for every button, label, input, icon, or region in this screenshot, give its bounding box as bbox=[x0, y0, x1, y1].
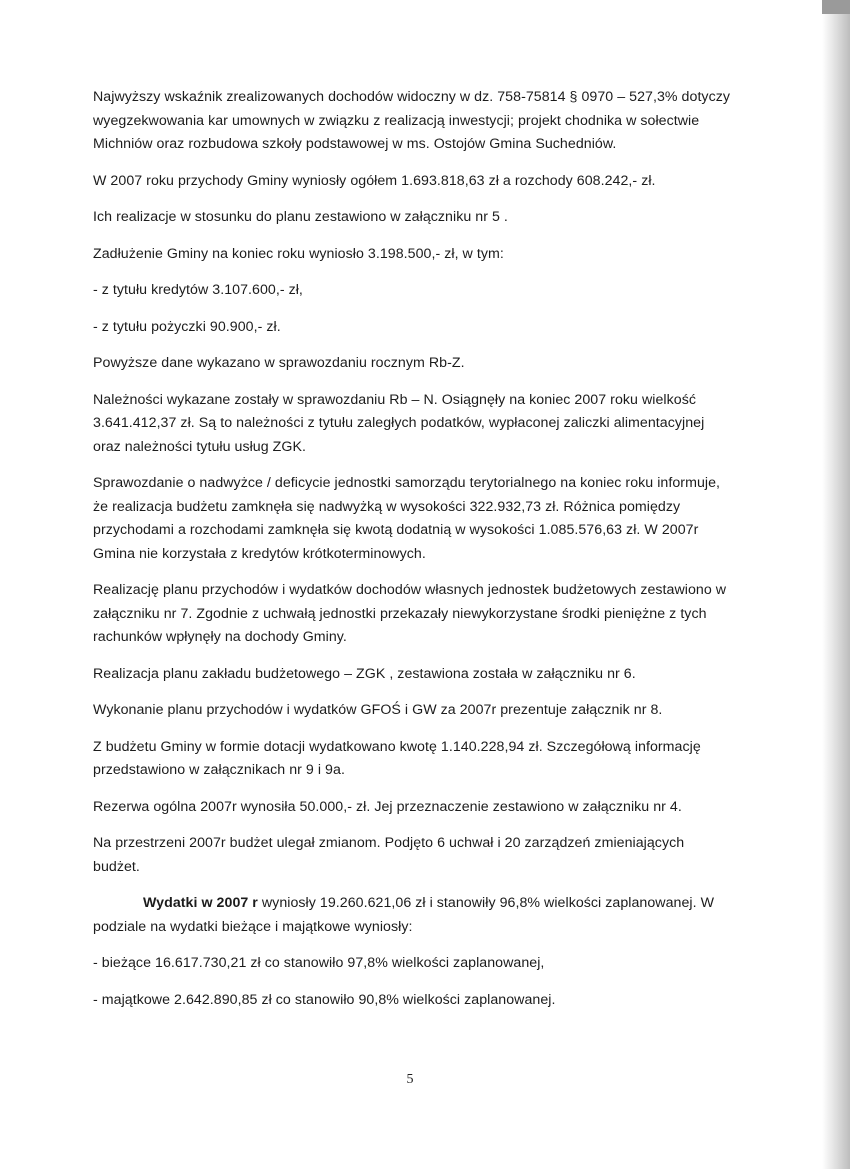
paragraph-zgk: Realizacja planu zakładu budżetowego – ZGK , zestawiona została w załączniku nr 6. bbox=[93, 665, 636, 682]
paragraph-revenues-expenditures: W 2007 roku przychody Gminy wyniosły ogółem 1.693.818,63 zł a rozchody 608.242,- zł. bbox=[93, 172, 656, 189]
scan-shadow-edge bbox=[822, 0, 850, 1169]
paragraph-receivables: Należności wykazane zostały w sprawozdaniu Rb – N. Osiągnęły na koniec 2007 roku wielkość 3.641.412,37 zł. Są to należności z tytułu zaległych podatków, wypłaconej zaliczki alimentacyjnej oraz należności tytułu usług ZGK. bbox=[93, 391, 705, 455]
bullet-capital-expenses: - majątkowe 2.642.890,85 zł co stanowiło 90,8% wielkości zaplanowanej. bbox=[93, 991, 556, 1008]
expenses-heading: Wydatki w 2007 r bbox=[143, 895, 258, 911]
paragraph-highest-indicator: Najwyższy wskaźnik zrealizowanych dochodów widoczny w dz. 758-75814 § 0970 – 527,3% dotyczy wyegzekwowania kar umownych w związku z realizacją inwestycji; projekt chodnika w sołectwie Michniów oraz rozbudowa szkoły podstawowej w ms. Ostojów Gmina Suchedniów. bbox=[93, 89, 731, 152]
paragraph-grants: Z budżetu Gminy w formie dotacji wydatkowano kwotę 1.140.228,94 zł. Szczegółową informację przedstawiono w załącznikach nr 9 i 9a. bbox=[93, 738, 701, 778]
paragraph-gfos: Wykonanie planu przychodów i wydatków GFOŚ i GW za 2007r prezentuje załącznik nr 8. bbox=[93, 702, 663, 718]
paragraph-own-revenues: Realizację planu przychodów i wydatków dochodów własnych jednostek budżetowych zestawiono w załączniku nr 7. Zgodnie z uchwałą jednostki przekazały niewykorzystane środki pieniężne z tych rachunków wpłynęły na dochody Gminy. bbox=[93, 582, 727, 645]
paragraph-surplus-deficit: Sprawozdanie o nadwyżce / deficycie jednostki samorządu terytorialnego na koniec roku informuje, że realizacja budżetu zamknęła się nadwyżką w wysokości 322.932,73 zł. Różnica pomiędzy przychodami a rozchodami zamknęła się kwotą dodatnią w wysokości 1.085.576,63 zł. W 2007r Gmina nie korzystała z kredytów krótkoterminowych. bbox=[93, 475, 721, 562]
paragraph-debt-loans: - z tytułu pożyczki 90.900,- zł. bbox=[93, 318, 281, 335]
paragraph-expenses bbox=[93, 892, 733, 939]
page-number: 5 bbox=[406, 1072, 414, 1087]
paragraph-debt: Zadłużenie Gminy na koniec roku wyniosło 3.198.500,- zł, w tym: bbox=[93, 245, 504, 262]
expenses-text: wyniosły 19.260.621,06 zł i stanowiły 96,8% wielkości zaplanowanej. W podziale na wydatki bieżące i majątkowe wyniosły: bbox=[93, 895, 715, 935]
scan-shadow-corner bbox=[822, 0, 850, 14]
paragraph-budget-changes: Na przestrzeni 2007r budżet ulegał zmianom. Podjęto 6 uchwał i 20 zarządzeń zmieniających budżet. bbox=[93, 835, 685, 875]
paragraph-reserve: Rezerwa ogólna 2007r wynosiła 50.000,- zł. Jej przeznaczenie zestawiono w załączniku nr 4. bbox=[93, 798, 682, 815]
paragraph-debt-credits: - z tytułu kredytów 3.107.600,- zł, bbox=[93, 282, 303, 298]
paragraph-realization-attachment: Ich realizacje w stosunku do planu zestawiono w załączniku nr 5 . bbox=[93, 209, 508, 225]
bullet-current-expenses: - bieżące 16.617.730,21 zł co stanowiło 97,8% wielkości zaplanowanej, bbox=[93, 955, 545, 971]
document-body bbox=[93, 86, 733, 1025]
paragraph-report-rbz: Powyższe dane wykazano w sprawozdaniu rocznym Rb-Z. bbox=[93, 355, 465, 371]
